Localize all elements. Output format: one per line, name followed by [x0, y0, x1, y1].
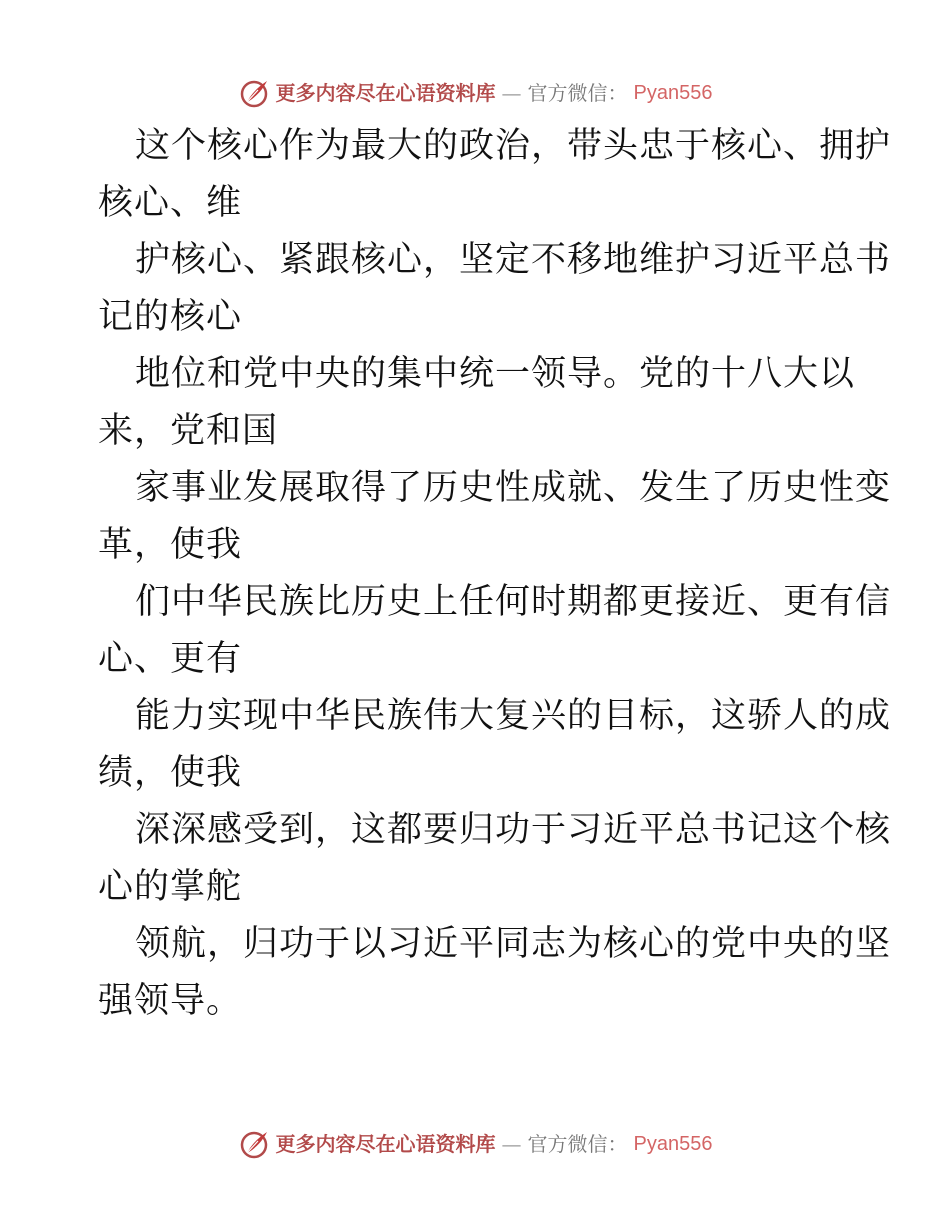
paragraph-line: 们中华民族比历史上任何时期都更接近、更有信 [135, 582, 892, 622]
paragraph-line: 来，党和国 [98, 411, 279, 451]
banner-text: 更多内容尽在心语资料库 [275, 1132, 496, 1156]
banner-text: 更多内容尽在心语资料库 [275, 81, 496, 105]
paragraph-line: 这个核心作为最大的政治，带头忠于核心、拥护 [135, 126, 892, 166]
paragraph-line: 记的核心 [98, 297, 243, 337]
paragraph [98, 118, 892, 232]
paragraph-line: 能力实现中华民族伟大复兴的目标，这骄人的成 [135, 696, 892, 736]
paragraph-line: 绩，使我 [98, 753, 243, 793]
paragraph-line: 护核心、紧跟核心，坚定不移地维护习近平总书 [135, 240, 892, 280]
paragraph-line: 革，使我 [98, 525, 243, 565]
paragraph-line: 核心、维 [98, 183, 243, 223]
paragraph [98, 802, 892, 916]
paragraph-line: 领航，归功于以习近平同志为核心的党中央的坚 [135, 924, 892, 964]
paragraph-line: 强领导。 [98, 981, 243, 1021]
banner-wechat-label: 官方微信： [527, 81, 628, 105]
banner-wechat-label: 官方微信： [527, 1132, 628, 1156]
paragraph-line: 家事业发展取得了历史性成就、发生了历史性变 [135, 468, 892, 508]
paragraph-line: 深深感受到，这都要归功于习近平总书记这个核 [135, 810, 892, 850]
paragraph-line: 地位和党中央的集中统一领导。党的十八大以 [135, 354, 856, 394]
banner-dash: — [501, 81, 522, 105]
banner-dash: — [501, 1132, 522, 1156]
footer-banner [0, 1128, 950, 1160]
feather-pen-logo-icon [238, 1128, 270, 1160]
paragraph [98, 916, 892, 1030]
document-body [98, 118, 892, 1030]
paragraph [98, 232, 892, 346]
banner-wechat-id: Pyan556 [633, 82, 713, 104]
paragraph [98, 688, 892, 802]
paragraph [98, 574, 892, 688]
paragraph [98, 460, 892, 574]
paragraph-line: 心、更有 [98, 639, 243, 679]
paragraph [98, 346, 858, 460]
header-banner [0, 77, 950, 109]
feather-pen-logo-icon [238, 77, 270, 109]
paragraph-line: 心的掌舵 [98, 867, 243, 907]
banner-wechat-id: Pyan556 [633, 1133, 713, 1155]
